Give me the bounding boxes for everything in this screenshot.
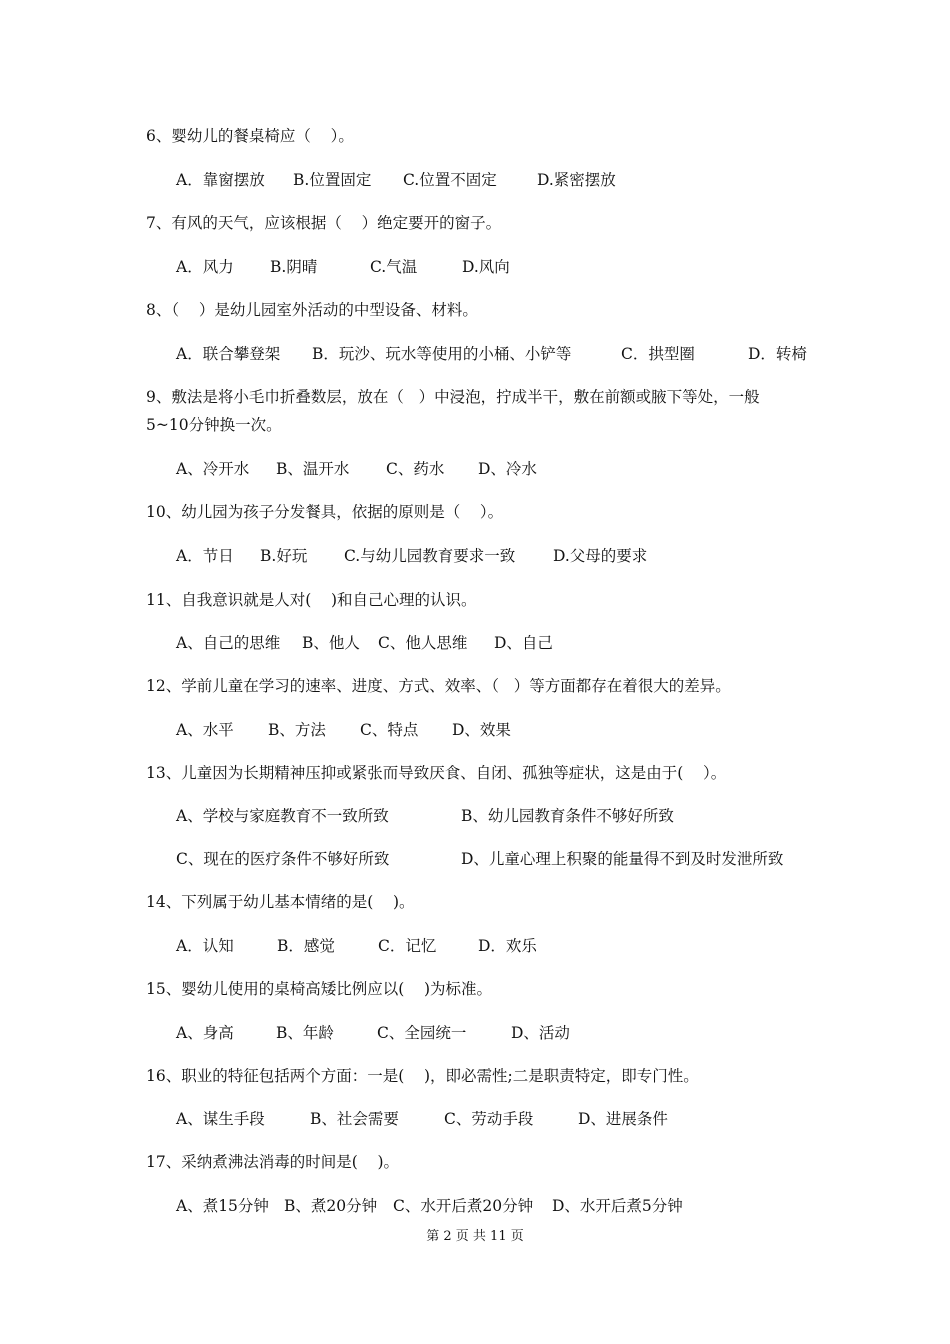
option-b: B、煮20分钟	[284, 1197, 378, 1215]
question-8: 8、（ ）是幼儿园室外活动的中型设备、材料。	[146, 301, 478, 319]
option-b: B、幼儿园教育条件不够好所致	[461, 807, 674, 825]
question-12: 12、学前儿童在学习的速率、进度、方式、效率、（ ）等方面都存在着很大的差异。	[146, 677, 731, 695]
option-d: D.风向	[462, 258, 510, 276]
option-c: C．拱型圈	[621, 345, 695, 363]
option-b: B.阴晴	[270, 258, 318, 276]
option-d: D、效果	[452, 721, 511, 739]
option-c: C、劳动手段	[444, 1110, 534, 1128]
option-d: D.紧密摆放	[537, 171, 616, 189]
page-footer: 第 2 页 共 11 页	[426, 1229, 524, 1244]
option-c: C、现在的医疗条件不够好所致	[176, 850, 390, 868]
option-b: B、年龄	[276, 1024, 334, 1042]
option-a: A、谋生手段	[176, 1110, 265, 1128]
option-b: B.位置固定	[293, 171, 372, 189]
option-b: B．玩沙、玩水等使用的小桶、小铲等	[312, 345, 572, 363]
question-14: 14、下列属于幼儿基本情绪的是( )。	[146, 893, 415, 911]
option-b: B、社会需要	[310, 1110, 399, 1128]
option-d: D．转椅	[748, 345, 807, 363]
option-c: C、药水	[386, 460, 445, 478]
option-a: A、冷开水	[176, 460, 250, 478]
option-c: C、全园统一	[377, 1024, 467, 1042]
question-7: 7、有风的天气，应该根据（ ）绝定要开的窗子。	[146, 214, 502, 232]
option-c: C．记忆	[378, 937, 437, 955]
option-c: C.气温	[370, 258, 418, 276]
option-d: D、冷水	[478, 460, 537, 478]
question-16: 16、职业的特征包括两个方面：一是( )，即必需性;二是职责特定，即专门性。	[146, 1067, 699, 1085]
option-d: D、儿童心理上积聚的能量得不到及时发泄所致	[461, 850, 784, 868]
option-b: B.好玩	[260, 547, 308, 565]
option-b: B、方法	[268, 721, 326, 739]
option-a: A．认知	[176, 937, 234, 955]
question-11: 11、自我意识就是人对( )和自己心理的认识。	[146, 591, 477, 609]
option-d: D、进展条件	[578, 1110, 668, 1128]
option-b: B、他人	[302, 634, 360, 652]
option-a: A．风力	[176, 258, 234, 276]
option-b: B、温开水	[276, 460, 350, 478]
option-a: A、水平	[176, 721, 234, 739]
option-a: A．靠窗摆放	[176, 171, 265, 189]
question-17: 17、采纳煮沸法消毒的时间是( )。	[146, 1153, 400, 1171]
option-c: C.位置不固定	[403, 171, 497, 189]
option-c: C、特点	[360, 721, 419, 739]
option-a: A、学校与家庭教育不一致所致	[176, 807, 389, 825]
question-15: 15、婴幼儿使用的桌椅高矮比例应以( )为标准。	[146, 980, 493, 998]
option-a: A、自己的思维	[176, 634, 281, 652]
option-a: A、身高	[176, 1024, 234, 1042]
option-d: D、水开后煮5分钟	[552, 1197, 683, 1215]
option-d: D、活动	[511, 1024, 570, 1042]
option-d: D.父母的要求	[553, 547, 648, 565]
question-9: 9、敷法是将小毛巾折叠数层，放在（ ）中浸泡，拧成半干，敷在前额或腋下等处，一般	[146, 388, 760, 406]
question-6: 6、婴幼儿的餐桌椅应（ ）。	[146, 127, 354, 145]
option-d: D、自己	[494, 634, 553, 652]
option-a: A．节日	[176, 547, 234, 565]
option-c: C、他人思维	[378, 634, 468, 652]
option-a: A．联合攀登架	[176, 345, 281, 363]
question-13: 13、儿童因为长期精神压抑或紧张而导致厌食、自闭、孤独等症状，这是由于( ）。	[146, 764, 727, 782]
option-a: A、煮15分钟	[176, 1197, 269, 1215]
option-c: C.与幼儿园教育要求一致	[344, 547, 516, 565]
question-9-continued: 5~10分钟换一次。	[146, 416, 282, 434]
option-b: B．感觉	[277, 937, 335, 955]
option-d: D．欢乐	[478, 937, 537, 955]
option-c: C、水开后煮20分钟	[393, 1197, 534, 1215]
question-10: 10、幼儿园为孩子分发餐具，依据的原则是（ ）。	[146, 503, 504, 521]
